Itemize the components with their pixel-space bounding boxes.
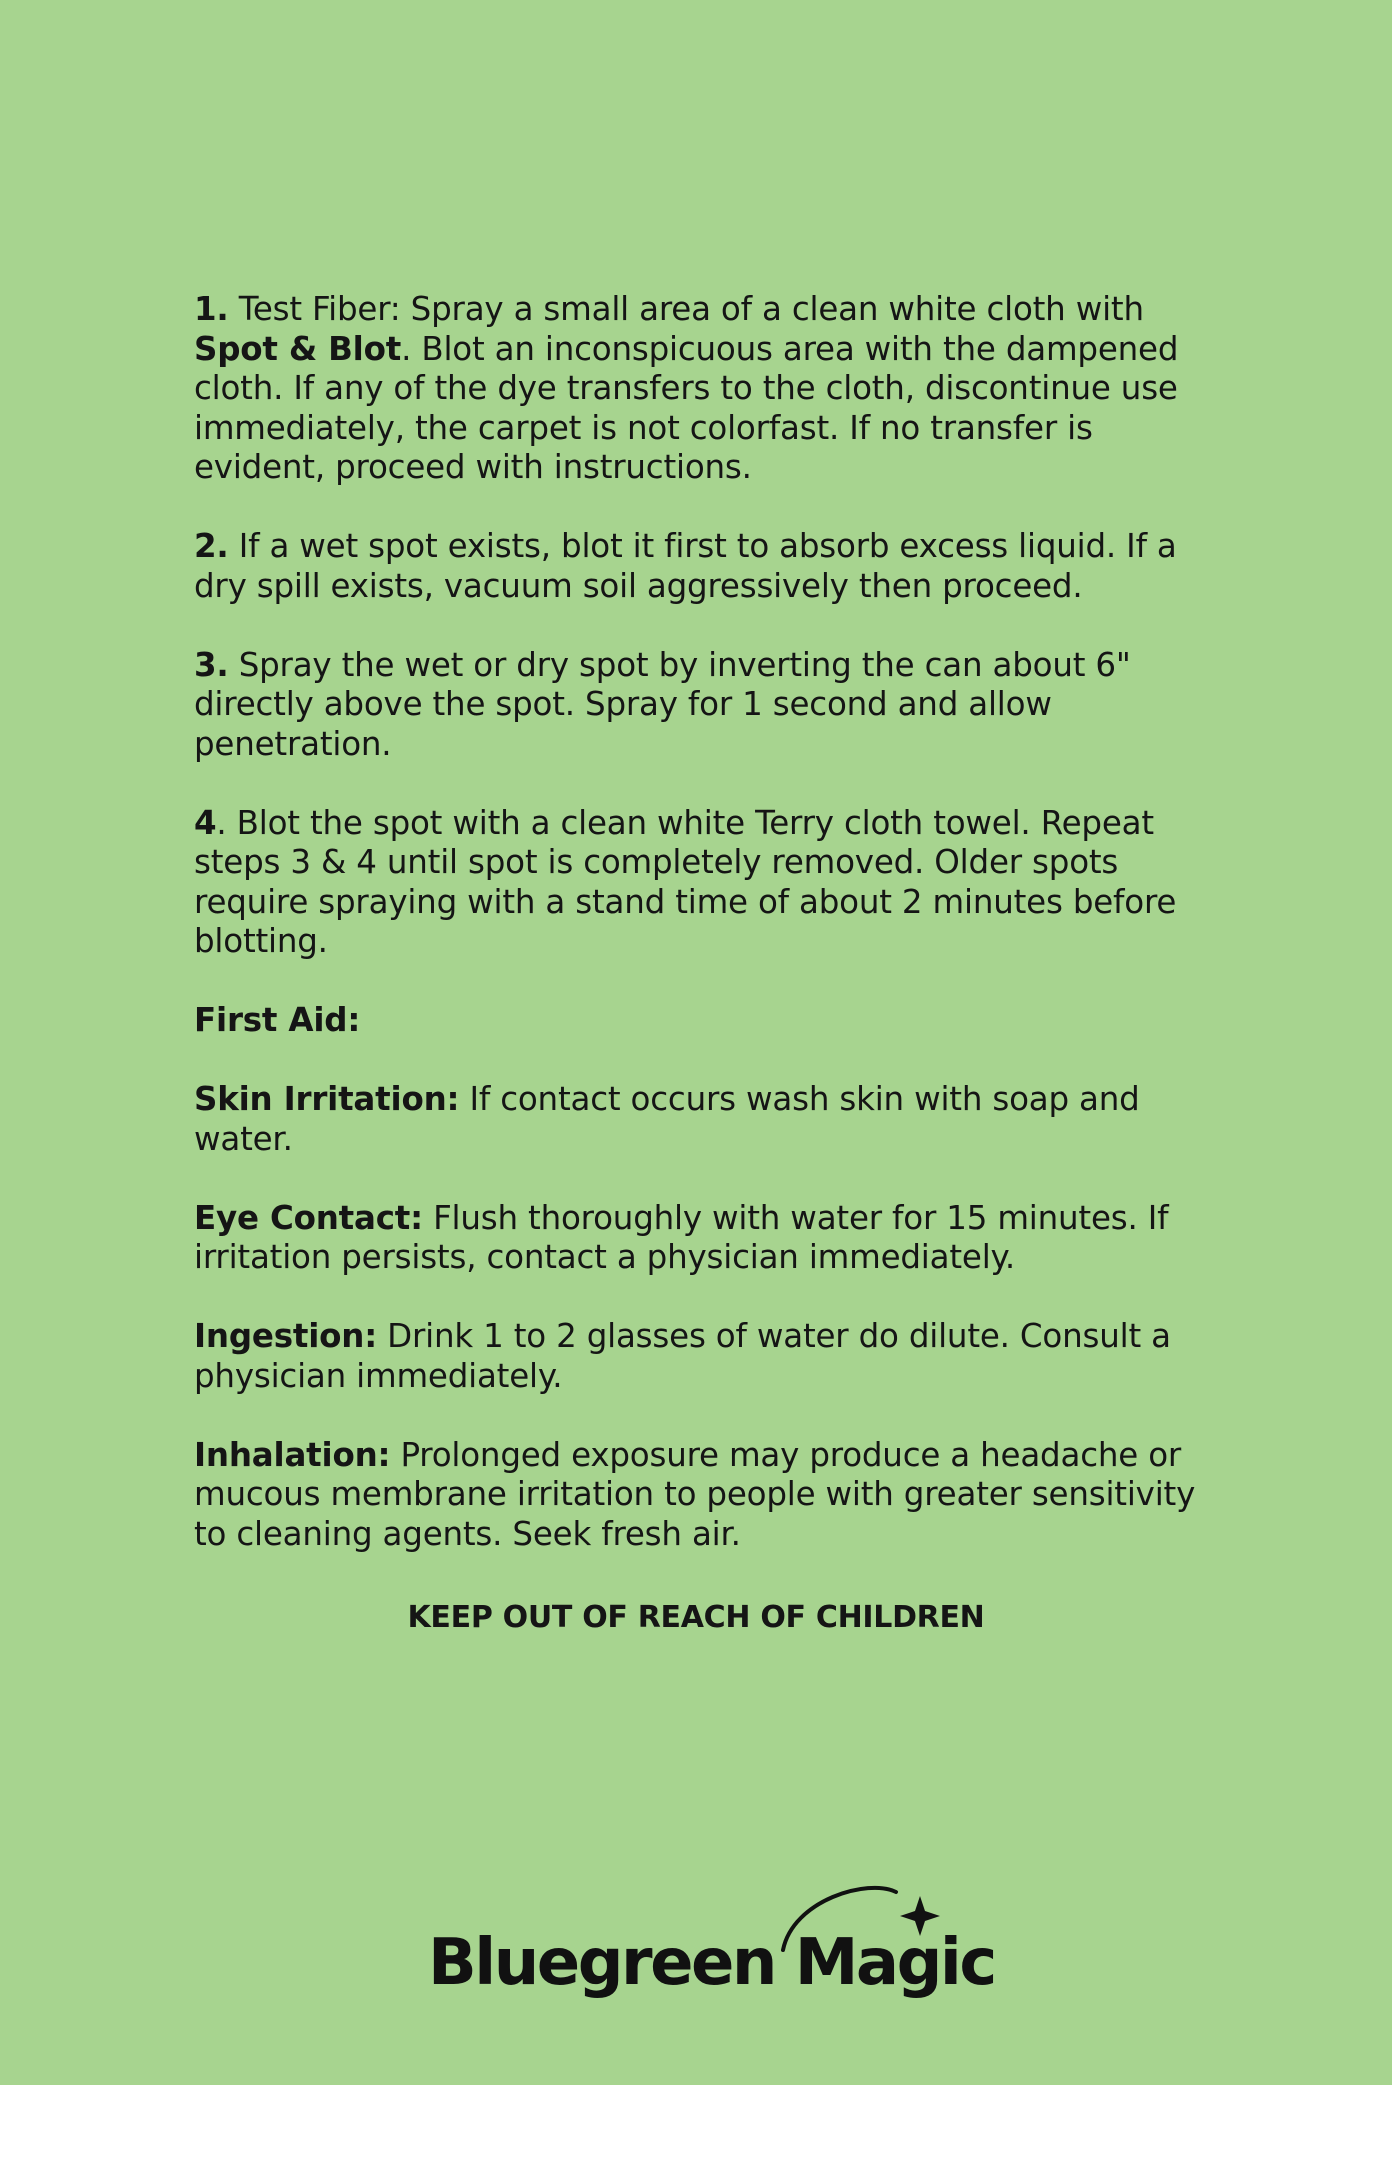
product-name: Spot & Blot: [194, 329, 402, 368]
first-aid-label: Inhalation:: [194, 1435, 391, 1474]
first-aid-label: Eye Contact:: [194, 1198, 423, 1237]
step-4: [194, 804, 1204, 962]
first-aid-eye: [194, 1199, 1204, 1278]
step-2: [194, 527, 1204, 606]
brand-logo: [428, 1880, 995, 2000]
first-aid-text: Flush thoroughly with water for 15 minutes. If irritation persists, contact a physician immediately.: [194, 1198, 1169, 1276]
first-aid-heading: First Aid:: [194, 1001, 361, 1039]
step-1: [194, 290, 1204, 488]
step-text: . Blot an inconspicuous area with the dampened cloth. If any of the dye transfers to the cloth, discontinue use immediately, the carpet is not colorfast. If no transfer is evident, proceed with instructions.: [194, 329, 1179, 486]
first-aid-text: Prolonged exposure may produce a headache or mucous membrane irritation to people with greater sensitivity to cleaning agents. Seek fresh air.: [194, 1435, 1196, 1553]
first-aid-label: Ingestion:: [194, 1317, 378, 1355]
step-3: [194, 646, 1204, 765]
step-text: Test Fiber: Spray a small area of a clean white cloth with: [228, 290, 1144, 328]
first-aid-label: Skin Irritation:: [194, 1080, 460, 1118]
step-number: 2.: [194, 527, 229, 565]
brand-name: Bluegreen Magic: [428, 1926, 995, 2000]
step-text: If a wet spot exists, blot it first to absorb excess liquid. If a dry spill exists, vacuum soil aggressively then proceed.: [194, 527, 1177, 605]
step-number: 1.: [194, 290, 229, 328]
instructions-body: [194, 290, 1204, 1594]
first-aid-inhalation: [194, 1436, 1204, 1555]
child-warning: KEEP OUT OF REACH OF CHILDREN: [407, 1600, 985, 1635]
first-aid-text: Drink 1 to 2 glasses of water do dilute. Consult a physician immediately.: [194, 1317, 1171, 1395]
first-aid-skin: [194, 1080, 1204, 1159]
step-number: 4: [194, 803, 217, 842]
step-text: . Blot the spot with a clean white Terry cloth towel. Repeat steps 3 & 4 until spot is completely removed. Older spots require spraying with a stand time of about 2 minutes before blotting.: [194, 803, 1177, 960]
first-aid-ingestion: [194, 1317, 1204, 1396]
step-text: Spray the wet or dry spot by inverting the can about 6" directly above the spot. Spray for 1 second and allow penetration.: [194, 645, 1131, 763]
first-aid-text: If contact occurs wash skin with soap and water.: [194, 1080, 1140, 1158]
step-number: 3.: [194, 645, 229, 684]
